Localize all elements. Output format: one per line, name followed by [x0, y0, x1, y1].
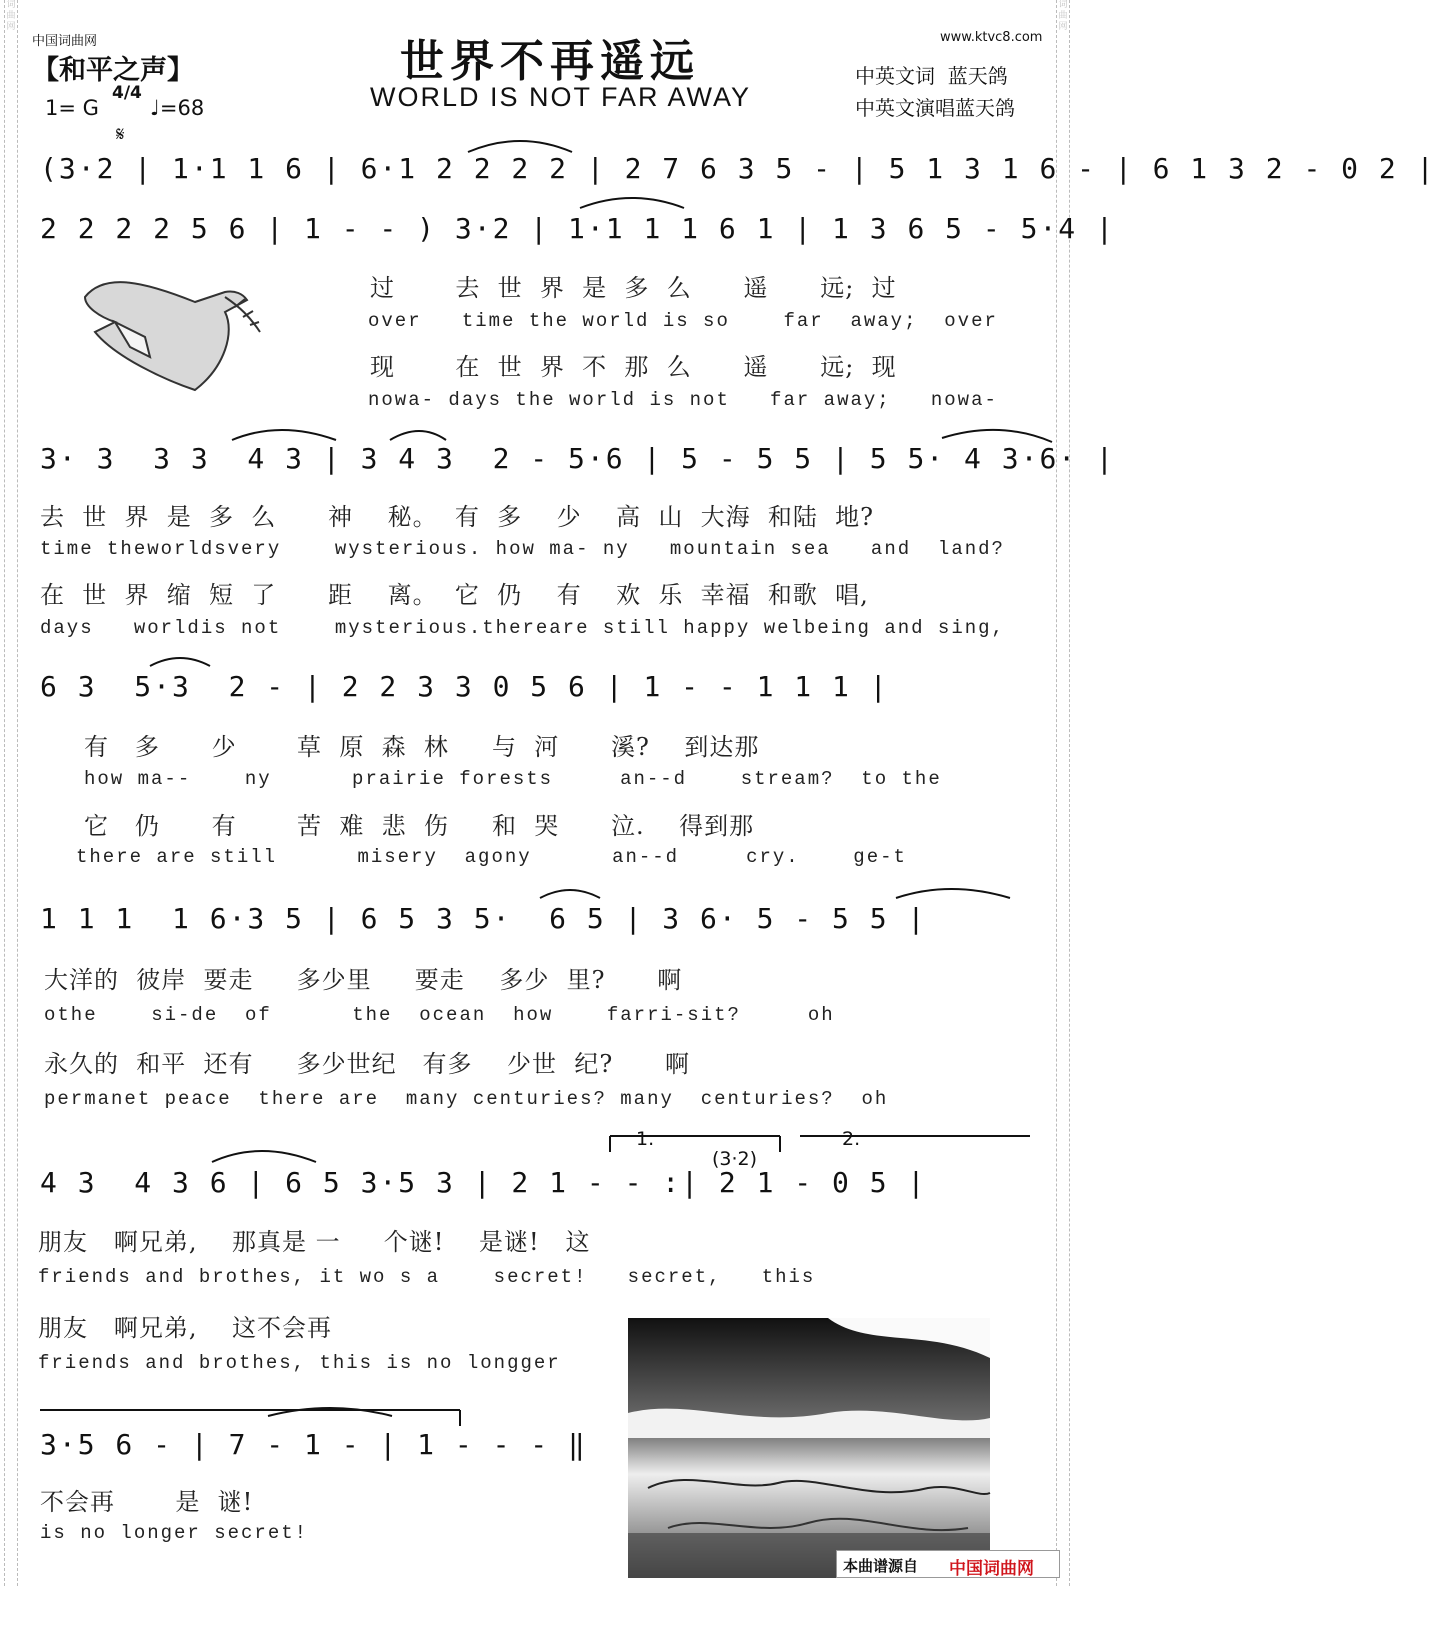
lyric-en-7: othe si-de of the ocean how farri-sit? oh	[44, 1004, 835, 1026]
notation-line-2: 2 2 2 2 5 6 | 1 - - ) 3·2 | 1·1 1 1 6 1 | 1 3 6 5 - 5·4 |	[40, 212, 1115, 245]
volta-2-label: 2.	[842, 1128, 861, 1150]
credit-lyrics: 中英文词 蓝天鸽	[855, 64, 1008, 88]
side-watermark: 词曲网	[6, 0, 16, 32]
credit-singer: 中英文演唱蓝天鸽	[855, 96, 1015, 120]
lyric-cn-3: 去 世 界 是 多 么 神 秘。 有 多 少 高 山 大海 和陆 地?	[40, 503, 875, 531]
lyric-cn-9: 朋友 啊兄弟, 那真是 一 个谜! 是谜! 这	[38, 1228, 591, 1256]
time-signature: 4/4	[112, 83, 142, 103]
lyric-en-11: is no longer secret!	[40, 1522, 309, 1544]
lyric-en-10: friends and brothes, this is no longger	[38, 1352, 561, 1374]
notation-line-3: 3· 3 3 3 4 3 | 3 4 3 2 - 5·6 | 5 - 5 5 | 5 5· 4 3·6· |	[40, 442, 1115, 475]
lyric-en-8: permanet peace there are many centuries? many centuries? oh	[44, 1088, 889, 1110]
site-tag: 中国词曲网	[32, 34, 98, 49]
notation-line-1: (3·2 | 1·1 1 6 | 6·1 2 2 2 2 | 2 7 6 3 5 - | 5 1 3 1 6 - | 6 1 3 2 - 0 2 |	[40, 152, 1435, 185]
notation-line-7: 3·5 6 - | 7 - 1 - | 1 - - - ‖	[40, 1428, 587, 1461]
lyric-cn-2: 现 在 世 界 不 那 么 遥 远; 现	[370, 353, 897, 381]
lyric-cn-6: 它 仍 有 苦 难 悲 伤 和 哭 泣. 得到那	[84, 812, 755, 840]
lyric-en-4: days worldis not mysterious.thereare still happy welbeing and sing,	[40, 617, 1005, 639]
segno-sign: 𝄋	[116, 122, 125, 146]
lyric-en-9: friends and brothes, it wo s a secret! secret, this	[38, 1266, 816, 1288]
lyric-cn-5: 有 多 少 草 原 森 林 与 河 溪? 到达那	[84, 733, 760, 761]
lyric-cn-10: 朋友 啊兄弟, 这不会再	[38, 1314, 333, 1342]
lyric-en-1: over time the world is so far away; over	[368, 310, 998, 332]
lyric-en-6: there are still misery agony an--d cry. ge-t	[76, 846, 907, 868]
title-en: WORLD IS NOT FAR AWAY	[370, 82, 752, 112]
source-note-label: 本曲谱源自	[843, 1557, 919, 1575]
source-note-site[interactable]: 中国词曲网	[949, 1559, 1034, 1579]
volta-pickup-note: (3·2)	[712, 1148, 758, 1170]
lyric-cn-7: 大洋的 彼岸 要走 多少里 要走 多少 里? 啊	[44, 966, 683, 994]
lyric-en-3: time theworldsvery wysterious. how ma- ny mountain sea and land?	[40, 538, 1005, 560]
side-watermark: 词曲网	[1058, 0, 1068, 32]
lyric-cn-4: 在 世 界 缩 短 了 距 离。 它 仍 有 欢 乐 幸福 和歌 唱,	[40, 581, 869, 609]
lyric-cn-8: 永久的 和平 还有 多少世纪 有多 少世 纪? 啊	[44, 1050, 690, 1078]
notation-line-6: 4 3 4 3 6 | 6 5 3·5 3 | 2 1 - - :| 2 1 - 0 5 |	[40, 1166, 927, 1199]
notation-line-5: 1 1 1 1 6·3 5 | 6 5 3 5· 6 5 | 3 6· 5 - 5 5 |	[40, 902, 927, 935]
key-signature: 1= G	[45, 96, 99, 120]
publisher-tag: 【和平之声】	[32, 55, 194, 86]
lyric-en-5: how ma-- ny prairie forests an--d stream? to the	[84, 768, 942, 790]
site-url[interactable]: www.ktvc8.com	[940, 30, 1043, 45]
lyric-en-2: nowa- days the world is not far away; nowa-	[368, 389, 998, 411]
lyric-cn-11: 不会再 是 谜!	[40, 1488, 254, 1516]
title-cn: 世界不再遥远	[400, 36, 700, 87]
volta-1-label: 1.	[636, 1128, 655, 1150]
notation-line-4: 6 3 5·3 2 - | 2 2 3 3 0 5 6 | 1 - - 1 1 1 |	[40, 670, 889, 703]
tempo: ♩=68	[150, 96, 205, 120]
lyric-cn-1: 过 去 世 界 是 多 么 遥 远; 过	[370, 274, 897, 302]
